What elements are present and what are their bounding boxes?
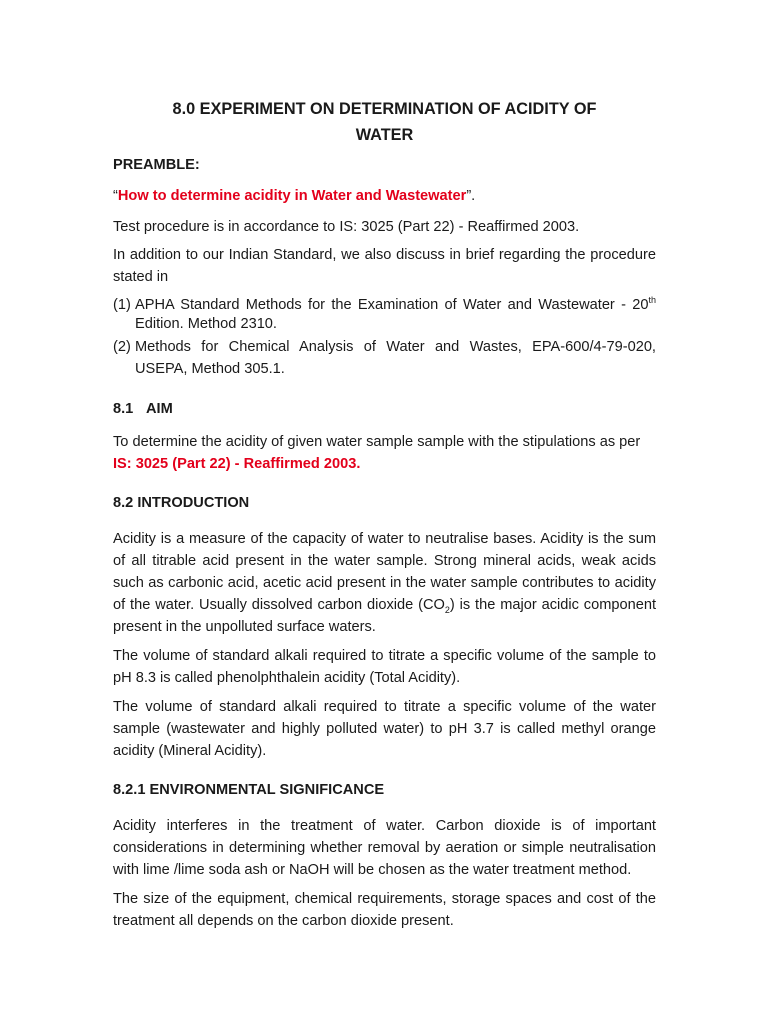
aim-standard: IS: 3025 (Part 22) - Reaffirmed 2003.: [113, 456, 361, 472]
environmental-paragraph-1: Acidity interferes in the treatment of water. Carbon dioxide is of important considerations in determining whether removal by aeration or simple neutralisation with lime /lime soda ash or NaOH will be chosen as the water treatment method.: [113, 818, 656, 878]
aim-text: To determine the acidity of given water sample sample with the stipulations as per: [113, 434, 641, 450]
aim-label: AIM: [146, 401, 173, 417]
aim-heading: [113, 398, 656, 420]
environmental-heading: 8.2.1 ENVIRONMENTAL SIGNIFICANCE: [113, 782, 385, 798]
quote-close: ”.: [466, 188, 476, 204]
aim-number: 8.1: [113, 401, 134, 417]
preamble-heading: PREAMBLE:: [113, 157, 200, 173]
aim-paragraph: [113, 431, 656, 475]
title-line-1: 8.0 EXPERIMENT ON DETERMINATION OF ACIDITY OF: [172, 100, 597, 118]
environmental-paragraph-2: The size of the equipment, chemical requirements, storage spaces and cost of the treatment all depends on the carbon dioxide present.: [113, 891, 656, 929]
reference-item: [113, 296, 656, 334]
addition-paragraph: In addition to our Indian Standard, we also discuss in brief regarding the procedure stated in: [113, 247, 656, 285]
introduction-paragraph-3: The volume of standard alkali required to titrate a specific volume of the water sample (wastewater and highly polluted water) to pH 3.7 is called methyl orange acidity (Mineral Acidity).: [113, 699, 656, 759]
introduction-heading: 8.2 INTRODUCTION: [113, 495, 250, 511]
quote-open: “: [113, 188, 118, 204]
title-line-2: WATER: [355, 126, 414, 144]
intro-p1-text: Acidity is a measure of the capacity of water to neutralise bases. Acidity is the sum of all titrable acid present in the water sample. Strong mineral acids, weak acids such as carbonic acid, acetic acid present in the water sample contributes to acidity of the water. Usually dissolved carbon dioxide (CO: [113, 531, 656, 613]
introduction-paragraph-2: The volume of standard alkali required to titrate a specific volume of the sample to pH 8.3 is called phenolphthalein acidity (Total Acidity).: [113, 648, 656, 686]
intro-p1-text-cont: ) is the major acidic component present in the unpolluted surface waters.: [113, 597, 656, 635]
reference-list: [113, 296, 656, 380]
reference-number: (1): [113, 297, 131, 313]
reference-text: Methods for Chemical Analysis of Water and Wastes, EPA-600/4-79-020, USEPA, Method 305.1.: [135, 339, 656, 377]
reference-superscript: th: [648, 295, 656, 306]
introduction-paragraph-1: [113, 528, 656, 638]
reference-item: [113, 336, 656, 380]
standard-line: Test procedure is in accordance to IS: 3025 (Part 22) - Reaffirmed 2003.: [113, 219, 580, 235]
preamble-quote: [113, 185, 656, 207]
reference-text-cont: Edition. Method 2310.: [135, 316, 277, 332]
reference-text: APHA Standard Methods for the Examination of Water and Wastewater - 20: [135, 297, 649, 313]
co2-subscript: 2: [444, 604, 450, 615]
reference-number: (2): [113, 339, 131, 355]
preamble-quote-text: How to determine acidity in Water and Wastewater: [117, 188, 467, 204]
document-title: [113, 96, 656, 148]
document-page: [113, 96, 656, 932]
